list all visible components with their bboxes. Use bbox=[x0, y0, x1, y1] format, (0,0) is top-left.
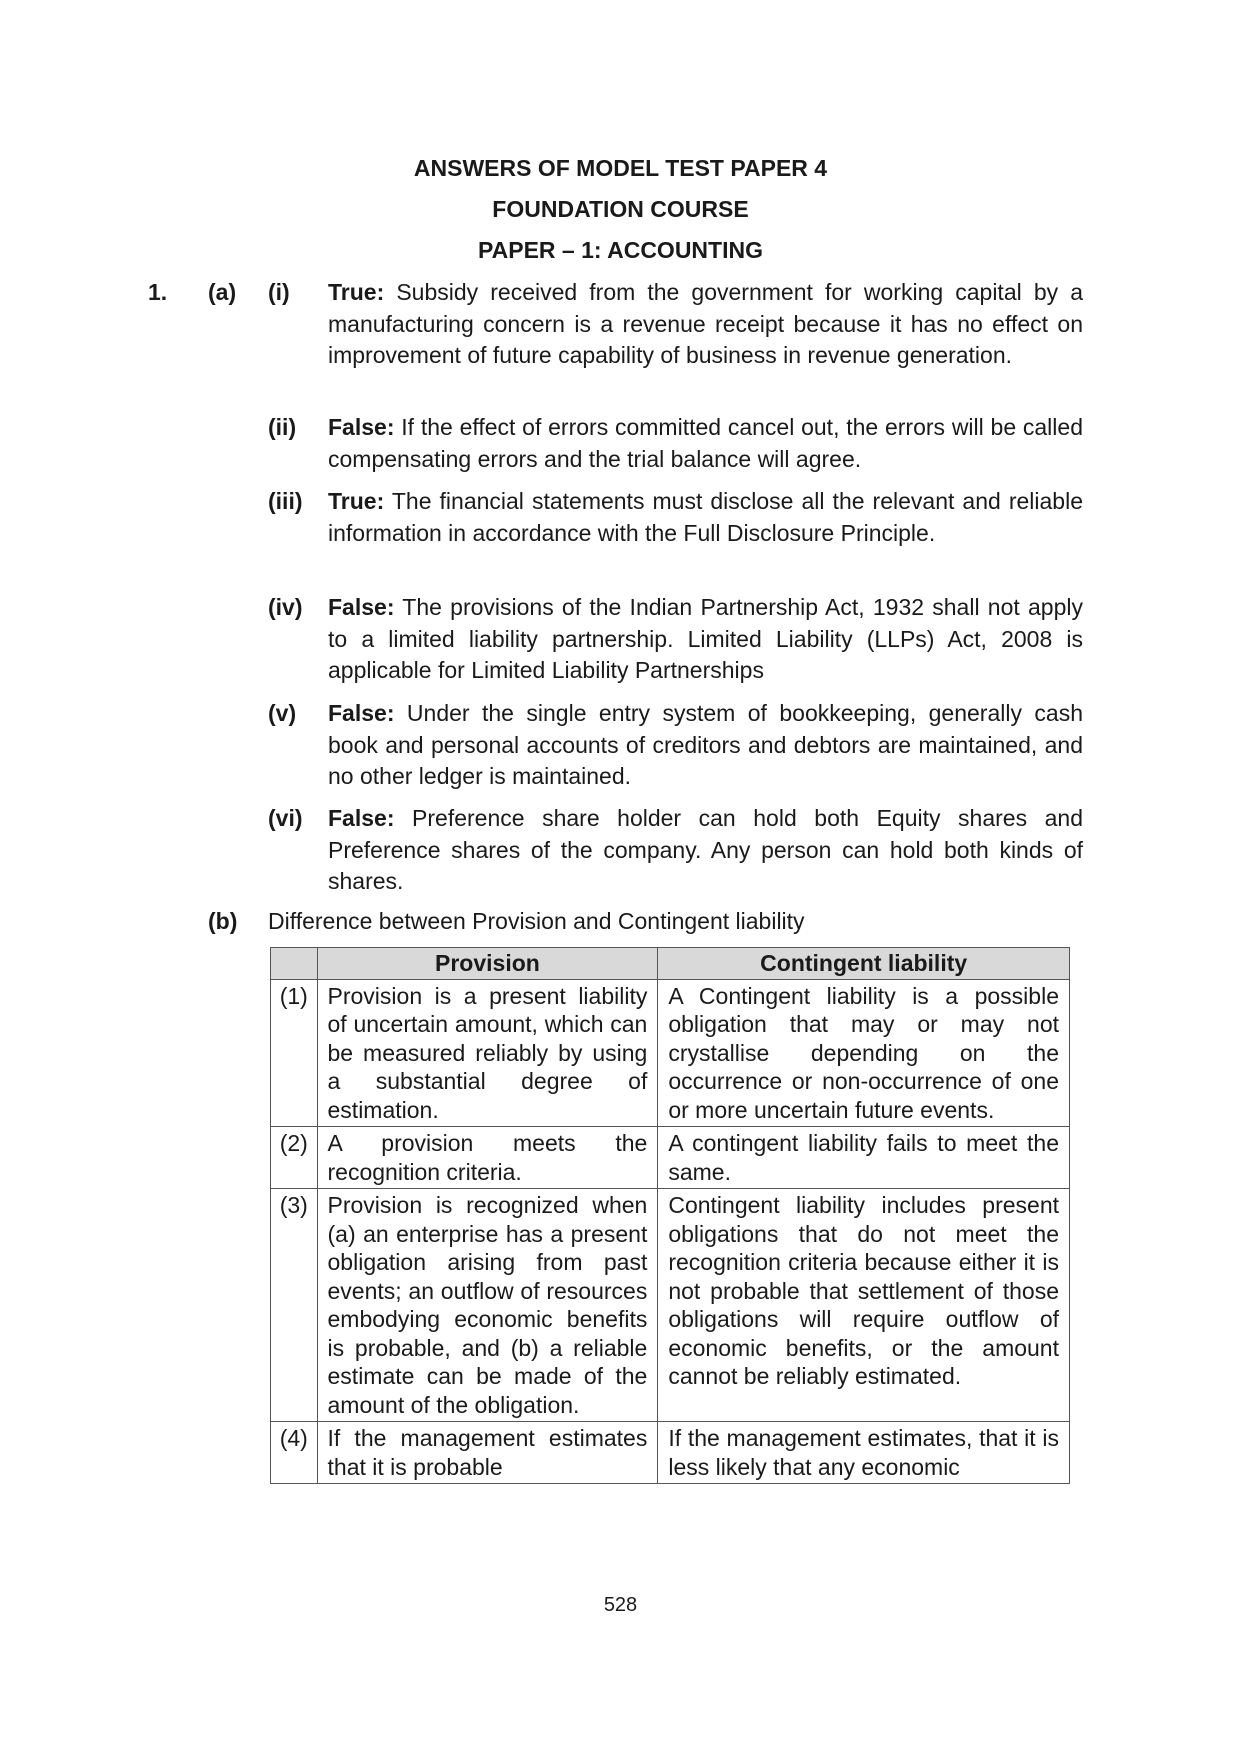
answer-item-i bbox=[268, 277, 1083, 372]
table-row bbox=[271, 1189, 1070, 1422]
provision-cell: If the management estimates that it is probable bbox=[317, 1422, 658, 1484]
item-verdict: False: bbox=[328, 414, 395, 440]
header-blank bbox=[271, 948, 318, 980]
part-b-label: (b) bbox=[208, 908, 238, 934]
comparison-table bbox=[270, 947, 1070, 1484]
table-header-row bbox=[271, 948, 1070, 980]
table-row bbox=[271, 1127, 1070, 1189]
item-explanation: Subsidy received from the government for working capital by a manufacturing concern is a revenue receipt because it has no effect on improvement of future capability of business in revenue generation. bbox=[328, 279, 1083, 368]
item-number: (ii) bbox=[268, 414, 297, 440]
item-text bbox=[328, 803, 1083, 898]
item-explanation: Preference share holder can hold both Equity shares and Preference shares of the company. Any person can hold both kinds of shares. bbox=[328, 805, 1083, 894]
header-contingent-liability: Contingent liability bbox=[658, 948, 1070, 980]
provision-cell: Provision is a present liability of uncertain amount, which can be measured reliably by using a substantial degree of estimation. bbox=[317, 979, 658, 1127]
contingent-cell: A contingent liability fails to meet the same. bbox=[658, 1127, 1070, 1189]
row-number: (2) bbox=[271, 1127, 318, 1189]
answer-item-v bbox=[268, 698, 1083, 793]
item-number: (i) bbox=[268, 279, 290, 305]
item-text bbox=[328, 412, 1083, 475]
contingent-cell: Contingent liability includes present obligations that do not meet the recognition criteria because either it is not probable that settlement of those obligations will require outflow of economic benefits, or the amount cannot be reliably estimated. bbox=[658, 1189, 1070, 1422]
question-number: 1. bbox=[148, 279, 168, 305]
row-number: (3) bbox=[271, 1189, 318, 1422]
document-title: ANSWERS OF MODEL TEST PAPER 4 bbox=[413, 155, 828, 181]
provision-cell: Provision is recognized when (a) an enterprise has a present obligation arising from past events; an outflow of resources embodying economic benefits is probable, and (b) a reliable estimate can be made of the amount of the obligation. bbox=[317, 1189, 658, 1422]
answer-item-iv bbox=[268, 592, 1083, 687]
item-text bbox=[328, 486, 1083, 549]
header-provision: Provision bbox=[317, 948, 658, 980]
item-explanation: Under the single entry system of bookkeeping, generally cash book and personal accounts of creditors and debtors are maintained, and no other ledger is maintained. bbox=[328, 700, 1083, 789]
item-verdict: False: bbox=[328, 594, 395, 620]
item-explanation: If the effect of errors committed cancel out, the errors will be called compensating errors and the trial balance will agree. bbox=[328, 414, 1083, 472]
page-heading-block bbox=[0, 148, 1241, 271]
table-row bbox=[271, 1422, 1070, 1484]
item-verdict: False: bbox=[328, 805, 395, 831]
item-number: (vi) bbox=[268, 805, 303, 831]
paper-name: PAPER – 1: ACCOUNTING bbox=[478, 237, 763, 263]
item-verdict: True: bbox=[328, 279, 385, 305]
item-explanation: The financial statements must disclose all the relevant and reliable information in accordance with the Full Disclosure Principle. bbox=[328, 488, 1083, 546]
item-text bbox=[328, 592, 1083, 687]
item-number: (v) bbox=[268, 700, 297, 726]
item-explanation: The provisions of the Indian Partnership Act, 1932 shall not apply to a limited liability partnership. Limited Liability (LLPs) Act, 2008 is applicable for Limited Liability Partnerships bbox=[328, 594, 1083, 683]
answer-item-iii bbox=[268, 486, 1083, 549]
part-a-label: (a) bbox=[208, 279, 237, 305]
item-number: (iv) bbox=[268, 594, 303, 620]
contingent-cell: A Contingent liability is a possible obligation that may or may not crystallise depending on the occurrence or non-occurrence of one or more uncertain future events. bbox=[658, 979, 1070, 1127]
item-number: (iii) bbox=[268, 488, 303, 514]
provision-cell: A provision meets the recognition criteria. bbox=[317, 1127, 658, 1189]
page-number: 528 bbox=[603, 1594, 638, 1616]
answer-item-ii bbox=[268, 412, 1083, 475]
row-number: (4) bbox=[271, 1422, 318, 1484]
table-row bbox=[271, 979, 1070, 1127]
item-text bbox=[328, 698, 1083, 793]
course-name: FOUNDATION COURSE bbox=[492, 196, 749, 222]
contingent-cell: If the management estimates, that it is less likely that any economic bbox=[658, 1422, 1070, 1484]
item-verdict: False: bbox=[328, 700, 395, 726]
row-number: (1) bbox=[271, 979, 318, 1127]
part-b-intro: Difference between Provision and Contingent liability bbox=[268, 908, 805, 934]
item-text bbox=[328, 277, 1083, 372]
item-verdict: True: bbox=[328, 488, 385, 514]
answer-item-vi bbox=[268, 803, 1083, 898]
